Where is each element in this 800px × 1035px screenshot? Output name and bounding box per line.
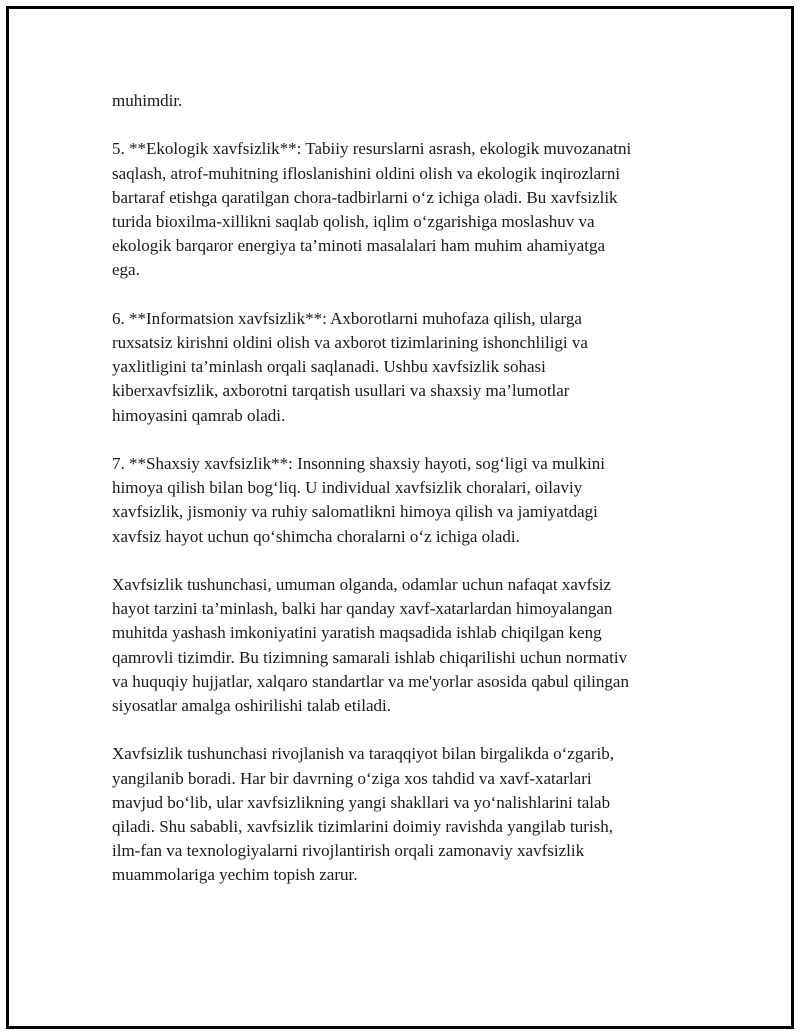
paragraph-xavfsizlik-tushunchasi: Xavfsizlik tushunchasi, umuman olganda, odamlar uchun nafaqat xavfsiz hayot tarzini ta’minlash, balki har qanday xavf-xatarlardan himoyalangan muhitda yashash imkoniyatini yaratish maqsadida ishlab chiqilgan keng qamrovli tizimdir. Bu tizimning samarali ishlab chiqarilishi uchun normativ va huquqiy hujjatlar, xalqaro standartlar va me'yorlar asosida qabul qilingan siyosatlar amalga oshirilishi talab etiladi.	[112, 575, 629, 716]
paragraph-ekologik-xavfsizlik: 5. **Ekologik xavfsizlik**: Tabiiy resurslarni asrash, ekologik muvozanatni saqlash, atrof-muhitning ifloslanishini oldini olish va ekologik inqirozlarni bartaraf etishga qaratilgan chora-tadbirlarni o‘z ichiga oladi. Bu xavfsizlik turida bioxilma-xillikni saqlab qolish, iqlim o‘zgarishiga moslashuv va ekologik barqaror energiya ta’minoti masalalari ham muhim ahamiyatga ega.	[112, 139, 632, 280]
document-body	[112, 89, 692, 912]
paragraph-continuation: muhimdir.	[112, 91, 183, 110]
paragraph-xavfsizlik-rivojlanish: Xavfsizlik tushunchasi rivojlanish va taraqqiyot bilan birgalikda o‘zgarib, yangilanib boradi. Har bir davrning o‘ziga xos tahdid va xavf-xatarlari mavjud bo‘lib, ular xavfsizlikning yangi shakllari va yo‘nalishlarini talab qiladi. Shu sababli, xavfsizlik tizimlarini doimiy ravishda yangilab turish, ilm-fan va texnologiyalarni rivojlantirish orqali zamonaviy xavfsizlik muammolariga yechim topish zarur.	[112, 744, 615, 885]
paragraph-shaxsiy-xavfsizlik: 7. **Shaxsiy xavfsizlik**: Insonning shaxsiy hayoti, sog‘ligi va mulkini himoya qilish bilan bog‘liq. U individual xavfsizlik choralari, oilaviy xavfsizlik, jismoniy va ruhiy salomatlikni himoya qilish va jamiyatdagi xavfsiz hayot uchun qo‘shimcha choralarni o‘z ichiga oladi.	[112, 454, 605, 546]
paragraph-informatsion-xavfsizlik: 6. **Informatsion xavfsizlik**: Axborotlarni muhofaza qilish, ularga ruxsatsiz kirishni oldini olish va axborot tizimlarining ishonchliligi va yaxlitligini ta’minlash orqali saqlanadi. Ushbu xavfsizlik sohasi kiberxavfsizlik, axborotni tarqatish usullari va shaxsiy ma’lumotlar himoyasini qamrab oladi.	[112, 308, 588, 425]
